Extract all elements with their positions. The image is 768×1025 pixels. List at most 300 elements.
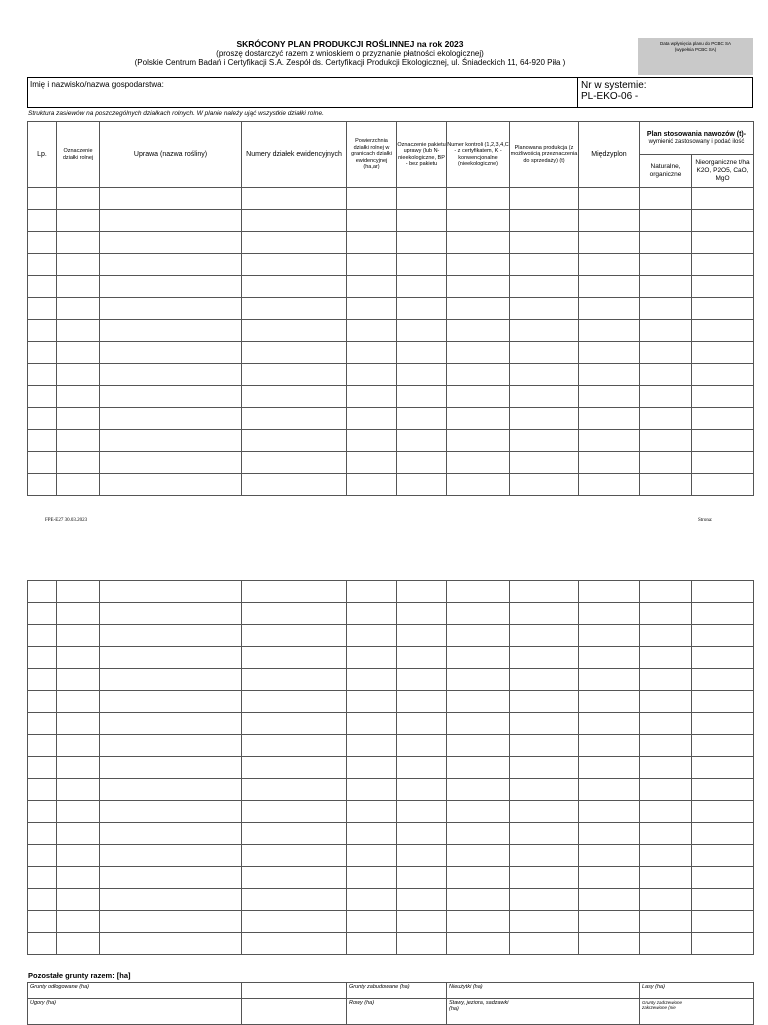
table-cell[interactable] (692, 625, 754, 647)
table-cell[interactable] (57, 845, 100, 867)
table-cell[interactable] (692, 933, 754, 955)
table-cell[interactable] (100, 691, 242, 713)
table-cell[interactable] (397, 210, 447, 232)
table-cell[interactable] (397, 713, 447, 735)
table-cell[interactable] (579, 845, 640, 867)
table-cell[interactable] (57, 474, 100, 496)
table-cell[interactable] (57, 889, 100, 911)
table-cell[interactable] (640, 452, 692, 474)
table-cell[interactable] (447, 911, 510, 933)
table-cell[interactable] (347, 779, 397, 801)
table-cell[interactable] (579, 581, 640, 603)
table-cell[interactable] (510, 647, 579, 669)
table-cell[interactable] (347, 823, 397, 845)
table-cell[interactable] (28, 669, 57, 691)
table-cell[interactable] (28, 452, 57, 474)
table-cell[interactable] (242, 845, 347, 867)
table-cell[interactable] (510, 276, 579, 298)
table-cell[interactable] (510, 430, 579, 452)
table-cell[interactable] (640, 320, 692, 342)
table-cell[interactable] (579, 320, 640, 342)
table-cell[interactable] (447, 933, 510, 955)
table-cell[interactable] (242, 320, 347, 342)
table-cell[interactable] (692, 232, 754, 254)
table-cell[interactable] (640, 889, 692, 911)
table-cell[interactable] (510, 669, 579, 691)
table-cell[interactable] (510, 188, 579, 210)
table-cell[interactable] (397, 188, 447, 210)
table-cell[interactable] (100, 933, 242, 955)
table-cell[interactable] (640, 691, 692, 713)
table-cell[interactable] (397, 364, 447, 386)
table-cell[interactable] (692, 276, 754, 298)
table-cell[interactable] (447, 889, 510, 911)
table-cell[interactable] (100, 867, 242, 889)
table-cell[interactable] (57, 408, 100, 430)
table-cell[interactable] (447, 581, 510, 603)
table-cell[interactable] (347, 276, 397, 298)
farm-name-field[interactable]: Imię i nazwisko/nazwa gospodarstwa: (30, 80, 164, 89)
table-cell[interactable] (397, 232, 447, 254)
table-cell[interactable] (692, 452, 754, 474)
table-cell[interactable] (347, 735, 397, 757)
table-cell[interactable] (692, 188, 754, 210)
table-cell[interactable] (28, 603, 57, 625)
table-cell[interactable] (447, 801, 510, 823)
table-cell[interactable] (57, 933, 100, 955)
table-cell[interactable] (510, 625, 579, 647)
table-cell[interactable] (397, 408, 447, 430)
fallow-land-value[interactable] (242, 983, 347, 999)
table-cell[interactable] (640, 735, 692, 757)
table-cell[interactable] (579, 889, 640, 911)
table-cell[interactable] (579, 691, 640, 713)
table-cell[interactable] (640, 625, 692, 647)
table-cell[interactable] (510, 889, 579, 911)
table-cell[interactable] (447, 713, 510, 735)
table-cell[interactable] (579, 298, 640, 320)
table-cell[interactable] (347, 364, 397, 386)
table-cell[interactable] (28, 845, 57, 867)
table-cell[interactable] (242, 625, 347, 647)
table-cell[interactable] (640, 911, 692, 933)
table-cell[interactable] (242, 298, 347, 320)
table-cell[interactable] (510, 320, 579, 342)
table-cell[interactable] (579, 342, 640, 364)
table-cell[interactable] (579, 210, 640, 232)
table-cell[interactable] (510, 867, 579, 889)
table-cell[interactable] (447, 647, 510, 669)
table-cell[interactable] (242, 801, 347, 823)
table-cell[interactable] (692, 474, 754, 496)
table-cell[interactable] (397, 757, 447, 779)
table-cell[interactable] (28, 276, 57, 298)
table-cell[interactable] (347, 430, 397, 452)
table-cell[interactable] (510, 254, 579, 276)
table-cell[interactable] (28, 386, 57, 408)
table-cell[interactable] (100, 581, 242, 603)
table-cell[interactable] (100, 801, 242, 823)
table-cell[interactable] (100, 845, 242, 867)
table-cell[interactable] (579, 735, 640, 757)
table-cell[interactable] (57, 452, 100, 474)
table-cell[interactable] (447, 364, 510, 386)
table-cell[interactable] (397, 386, 447, 408)
table-cell[interactable] (397, 801, 447, 823)
table-cell[interactable] (100, 603, 242, 625)
table-cell[interactable] (447, 735, 510, 757)
table-cell[interactable] (28, 581, 57, 603)
table-cell[interactable] (447, 779, 510, 801)
table-cell[interactable] (242, 669, 347, 691)
table-cell[interactable] (347, 911, 397, 933)
table-cell[interactable] (57, 779, 100, 801)
table-cell[interactable] (640, 254, 692, 276)
table-cell[interactable] (640, 713, 692, 735)
table-cell[interactable] (347, 889, 397, 911)
table-cell[interactable] (242, 867, 347, 889)
table-cell[interactable] (242, 276, 347, 298)
ponds-field[interactable] (447, 999, 640, 1025)
forest-field[interactable]: Lasy (ha) (640, 983, 754, 999)
table-cell[interactable] (447, 320, 510, 342)
table-cell[interactable] (100, 452, 242, 474)
table-cell[interactable] (242, 474, 347, 496)
table-cell[interactable] (57, 430, 100, 452)
table-cell[interactable] (100, 320, 242, 342)
table-cell[interactable] (57, 867, 100, 889)
table-cell[interactable] (28, 298, 57, 320)
table-cell[interactable] (579, 867, 640, 889)
table-cell[interactable] (640, 867, 692, 889)
table-cell[interactable] (242, 691, 347, 713)
table-cell[interactable] (242, 342, 347, 364)
table-cell[interactable] (100, 889, 242, 911)
table-cell[interactable] (579, 408, 640, 430)
table-cell[interactable] (242, 232, 347, 254)
table-cell[interactable] (242, 603, 347, 625)
table-cell[interactable] (692, 254, 754, 276)
table-cell[interactable] (347, 669, 397, 691)
table-cell[interactable] (242, 735, 347, 757)
table-cell[interactable] (579, 603, 640, 625)
table-cell[interactable] (447, 474, 510, 496)
table-cell[interactable] (347, 452, 397, 474)
table-cell[interactable] (397, 603, 447, 625)
table-cell[interactable] (57, 801, 100, 823)
table-cell[interactable] (28, 779, 57, 801)
table-cell[interactable] (640, 581, 692, 603)
table-cell[interactable] (579, 276, 640, 298)
table-cell[interactable] (397, 452, 447, 474)
table-cell[interactable] (57, 210, 100, 232)
table-cell[interactable] (692, 210, 754, 232)
table-cell[interactable] (242, 779, 347, 801)
table-cell[interactable] (57, 581, 100, 603)
table-cell[interactable] (347, 713, 397, 735)
table-cell[interactable] (447, 188, 510, 210)
table-cell[interactable] (510, 232, 579, 254)
built-land-field[interactable]: Grunty zabudowane (ha) (347, 983, 447, 999)
table-cell[interactable] (57, 823, 100, 845)
table-cell[interactable] (57, 625, 100, 647)
table-cell[interactable] (57, 713, 100, 735)
table-cell[interactable] (347, 647, 397, 669)
table-cell[interactable] (447, 342, 510, 364)
table-cell[interactable] (57, 603, 100, 625)
table-cell[interactable] (447, 452, 510, 474)
table-cell[interactable] (510, 911, 579, 933)
table-cell[interactable] (640, 408, 692, 430)
table-cell[interactable] (447, 757, 510, 779)
table-cell[interactable] (692, 669, 754, 691)
table-cell[interactable] (579, 911, 640, 933)
table-cell[interactable] (510, 581, 579, 603)
table-cell[interactable] (242, 911, 347, 933)
table-cell[interactable] (100, 364, 242, 386)
table-cell[interactable] (347, 933, 397, 955)
table-cell[interactable] (347, 757, 397, 779)
table-cell[interactable] (397, 779, 447, 801)
table-cell[interactable] (28, 342, 57, 364)
table-cell[interactable] (579, 933, 640, 955)
table-cell[interactable] (579, 647, 640, 669)
table-cell[interactable] (100, 757, 242, 779)
table-cell[interactable] (242, 647, 347, 669)
table-cell[interactable] (347, 603, 397, 625)
table-cell[interactable] (692, 713, 754, 735)
table-cell[interactable] (447, 867, 510, 889)
table-cell[interactable] (100, 386, 242, 408)
table-cell[interactable] (692, 364, 754, 386)
table-cell[interactable] (242, 452, 347, 474)
table-cell[interactable] (510, 691, 579, 713)
table-cell[interactable] (447, 691, 510, 713)
table-cell[interactable] (347, 867, 397, 889)
table-cell[interactable] (347, 625, 397, 647)
table-cell[interactable] (397, 735, 447, 757)
table-cell[interactable] (510, 933, 579, 955)
table-cell[interactable] (579, 430, 640, 452)
table-cell[interactable] (692, 911, 754, 933)
table-cell[interactable] (28, 691, 57, 713)
system-number-field[interactable] (581, 80, 647, 102)
table-cell[interactable] (640, 603, 692, 625)
table-cell[interactable] (510, 713, 579, 735)
table-cell[interactable] (397, 342, 447, 364)
table-cell[interactable] (447, 625, 510, 647)
table-cell[interactable] (579, 188, 640, 210)
table-cell[interactable] (347, 188, 397, 210)
table-cell[interactable] (397, 889, 447, 911)
table-cell[interactable] (57, 342, 100, 364)
table-cell[interactable] (100, 625, 242, 647)
table-cell[interactable] (640, 933, 692, 955)
table-cell[interactable] (57, 691, 100, 713)
table-cell[interactable] (347, 298, 397, 320)
table-cell[interactable] (640, 757, 692, 779)
table-cell[interactable] (242, 823, 347, 845)
table-cell[interactable] (692, 430, 754, 452)
table-cell[interactable] (397, 276, 447, 298)
table-cell[interactable] (447, 430, 510, 452)
table-cell[interactable] (692, 867, 754, 889)
table-cell[interactable] (510, 210, 579, 232)
table-cell[interactable] (692, 320, 754, 342)
table-cell[interactable] (640, 474, 692, 496)
table-cell[interactable] (510, 474, 579, 496)
table-cell[interactable] (100, 342, 242, 364)
table-cell[interactable] (28, 801, 57, 823)
table-cell[interactable] (397, 254, 447, 276)
table-cell[interactable] (510, 298, 579, 320)
table-cell[interactable] (100, 188, 242, 210)
table-cell[interactable] (57, 386, 100, 408)
table-cell[interactable] (397, 933, 447, 955)
table-cell[interactable] (347, 342, 397, 364)
table-cell[interactable] (347, 254, 397, 276)
table-cell[interactable] (447, 232, 510, 254)
table-cell[interactable] (397, 867, 447, 889)
table-cell[interactable] (397, 298, 447, 320)
table-cell[interactable] (242, 713, 347, 735)
table-cell[interactable] (510, 801, 579, 823)
table-cell[interactable] (579, 757, 640, 779)
table-cell[interactable] (692, 691, 754, 713)
table-cell[interactable] (100, 276, 242, 298)
table-cell[interactable] (28, 867, 57, 889)
table-cell[interactable] (579, 254, 640, 276)
table-cell[interactable] (28, 474, 57, 496)
table-cell[interactable] (28, 933, 57, 955)
table-cell[interactable] (692, 603, 754, 625)
table-cell[interactable] (579, 452, 640, 474)
table-cell[interactable] (347, 581, 397, 603)
wooded-land-field[interactable] (640, 999, 754, 1025)
table-cell[interactable] (640, 386, 692, 408)
table-cell[interactable] (28, 232, 57, 254)
table-cell[interactable] (28, 210, 57, 232)
table-cell[interactable] (692, 735, 754, 757)
table-cell[interactable] (28, 625, 57, 647)
table-cell[interactable] (242, 188, 347, 210)
table-cell[interactable] (692, 408, 754, 430)
table-cell[interactable] (57, 320, 100, 342)
table-cell[interactable] (640, 232, 692, 254)
table-cell[interactable] (640, 669, 692, 691)
table-cell[interactable] (100, 669, 242, 691)
table-cell[interactable] (640, 364, 692, 386)
table-cell[interactable] (640, 801, 692, 823)
table-cell[interactable] (692, 801, 754, 823)
table-cell[interactable] (640, 845, 692, 867)
table-cell[interactable] (510, 452, 579, 474)
ugory-value[interactable] (242, 999, 347, 1025)
table-cell[interactable] (28, 647, 57, 669)
table-cell[interactable] (447, 603, 510, 625)
ditches-field[interactable]: Rowy (ha) (347, 999, 447, 1025)
table-cell[interactable] (692, 298, 754, 320)
table-cell[interactable] (28, 408, 57, 430)
table-cell[interactable] (100, 713, 242, 735)
table-cell[interactable] (692, 845, 754, 867)
table-cell[interactable] (100, 408, 242, 430)
table-cell[interactable] (640, 430, 692, 452)
table-cell[interactable] (640, 779, 692, 801)
table-cell[interactable] (640, 188, 692, 210)
table-cell[interactable] (100, 430, 242, 452)
table-cell[interactable] (57, 298, 100, 320)
table-cell[interactable] (447, 669, 510, 691)
table-cell[interactable] (347, 691, 397, 713)
table-cell[interactable] (447, 408, 510, 430)
table-cell[interactable] (57, 757, 100, 779)
table-cell[interactable] (57, 276, 100, 298)
table-cell[interactable] (57, 735, 100, 757)
table-cell[interactable] (100, 779, 242, 801)
table-cell[interactable] (510, 757, 579, 779)
table-cell[interactable] (397, 845, 447, 867)
table-cell[interactable] (579, 364, 640, 386)
table-cell[interactable] (579, 669, 640, 691)
table-cell[interactable] (510, 364, 579, 386)
wasteland-field[interactable]: Nieużytki (ha) (447, 983, 640, 999)
table-cell[interactable] (100, 254, 242, 276)
table-cell[interactable] (57, 364, 100, 386)
table-cell[interactable] (57, 911, 100, 933)
table-cell[interactable] (242, 933, 347, 955)
table-cell[interactable] (640, 823, 692, 845)
table-cell[interactable] (397, 647, 447, 669)
table-cell[interactable] (510, 342, 579, 364)
table-cell[interactable] (28, 757, 57, 779)
table-cell[interactable] (397, 474, 447, 496)
table-cell[interactable] (347, 386, 397, 408)
table-cell[interactable] (692, 823, 754, 845)
table-cell[interactable] (28, 254, 57, 276)
table-cell[interactable] (242, 364, 347, 386)
table-cell[interactable] (347, 408, 397, 430)
table-cell[interactable] (397, 430, 447, 452)
table-cell[interactable] (579, 232, 640, 254)
fallow-land-field[interactable]: Grunty odłogowane (ha) (28, 983, 242, 999)
table-cell[interactable] (242, 430, 347, 452)
table-cell[interactable] (347, 801, 397, 823)
table-cell[interactable] (640, 276, 692, 298)
table-cell[interactable] (57, 232, 100, 254)
table-cell[interactable] (579, 625, 640, 647)
table-cell[interactable] (397, 823, 447, 845)
table-cell[interactable] (397, 911, 447, 933)
table-cell[interactable] (28, 823, 57, 845)
table-cell[interactable] (347, 232, 397, 254)
table-cell[interactable] (640, 210, 692, 232)
table-cell[interactable] (57, 188, 100, 210)
table-cell[interactable] (100, 210, 242, 232)
table-cell[interactable] (347, 474, 397, 496)
table-cell[interactable] (510, 823, 579, 845)
table-cell[interactable] (447, 386, 510, 408)
table-cell[interactable] (100, 823, 242, 845)
table-cell[interactable] (57, 647, 100, 669)
table-cell[interactable] (640, 342, 692, 364)
ugory-field[interactable] (28, 999, 242, 1025)
table-cell[interactable] (28, 735, 57, 757)
table-cell[interactable] (100, 911, 242, 933)
table-cell[interactable] (692, 342, 754, 364)
table-cell[interactable] (447, 823, 510, 845)
table-cell[interactable] (692, 647, 754, 669)
